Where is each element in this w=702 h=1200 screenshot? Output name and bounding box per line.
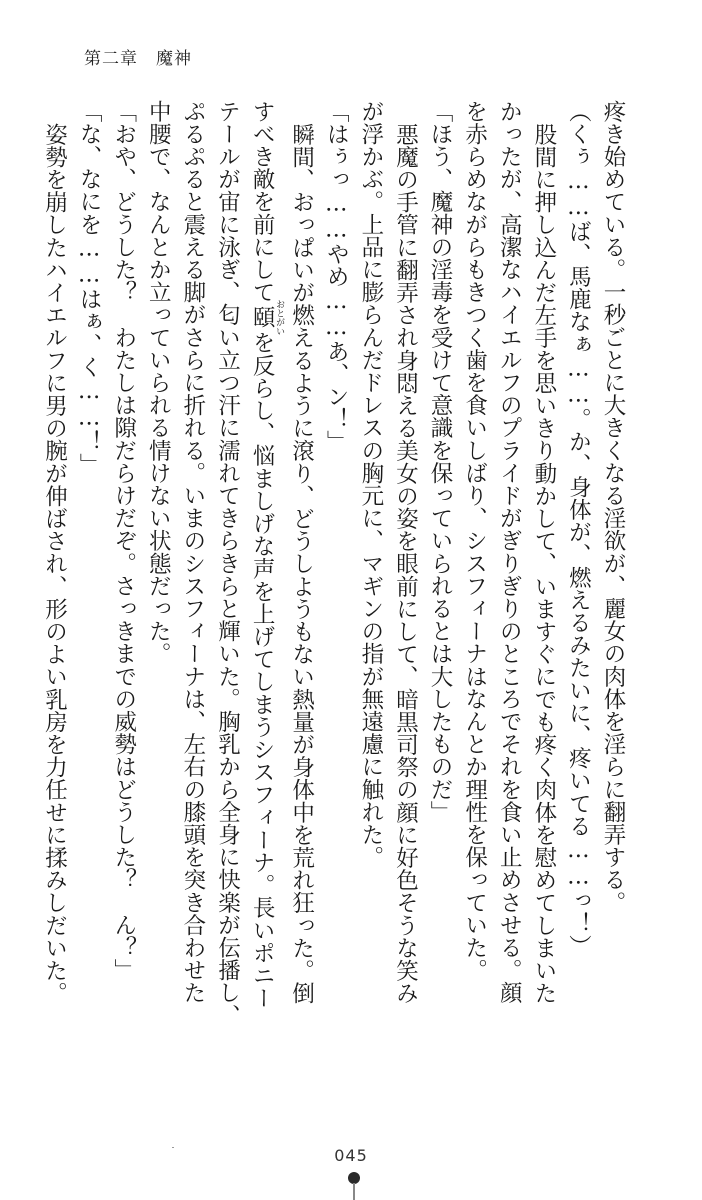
text-column: 「はぅっ……やめ……あ、ン！」 xyxy=(323,100,350,453)
text-column: 悪魔の手管に翻弄され身悶える美女の姿を眼前にして、暗黒司祭の顔に好色そうな笑み xyxy=(392,122,419,1004)
ruby-reading: おとがい xyxy=(274,299,285,336)
text-column: テールが宙に泳ぎ、匂い立つ汗に濡れてきらきらと輝いた。胸乳から全身に快楽が伝播し、 xyxy=(214,100,241,1027)
text-column: ぷるぷると震える脚がさらに折れる。いまのシスフィーナは、左右の膝頭を突き合わせた xyxy=(179,100,206,1004)
text-column-with-ruby xyxy=(244,100,285,1010)
page-marker-line xyxy=(353,1183,355,1200)
text-column: が浮かぶ。上品に膨らんだドレスの胸元に、マギンの指が無遠慮に触れた。 xyxy=(357,100,384,869)
text-column: 「な、なにを……はぁ、く……！」 xyxy=(76,100,103,476)
ruby-annotation xyxy=(249,299,285,336)
page-number: 045 xyxy=(334,1146,368,1165)
text-column: かったが、高潔なハイエルフのプライドがぎりぎりのところでそれを食い止めさせる。顔 xyxy=(496,100,523,1004)
body-text xyxy=(37,100,630,1027)
ruby-base: 頤 xyxy=(249,299,276,336)
text-column: （くぅ……ば、馬鹿なぁ……。か、身体が、燃えるみたいに、疼いてる……っ！） xyxy=(565,100,592,958)
running-head: 第二章 魔神 xyxy=(84,49,192,69)
text-column: 「ほう、魔神の淫毒を受けて意識を保っていられるとは大したものだ」 xyxy=(427,100,454,824)
text-column: 「おや、どうした？ わたしは隙だらけだぞ。さっきまでの威勢はどうした？ ん？」 xyxy=(110,100,137,982)
text-column: 瞬間、おっぱいが燃えるように滾り、どうしようもない熱量が身体中を荒れ狂った。倒 xyxy=(288,122,315,1004)
text-segment: すべき敵を前にして xyxy=(249,100,276,304)
text-column: を赤らめながらもきつく歯を食いしばり、シスフィーナはなんとか理性を保っていた。 xyxy=(461,100,488,982)
text-column: 股間に押し込んだ左手を思いきり動かして、いますぐにでも疼く肉体を慰めてしまいた xyxy=(530,122,557,1004)
text-column: 姿勢を崩したハイエルフに男の腕が伸ばされ、形のよい乳房を力任せに揉みしだいた。 xyxy=(41,122,68,1004)
text-column: 疼き始めている。一秒ごとに大きくなる淫欲が、麗女の肉体を淫らに翻弄する。 xyxy=(600,100,626,914)
text-segment: を反らし、悩ましげな声を上げてしまうシスフィーナ。長いポニー xyxy=(249,331,276,1010)
text-column: 中腰で、なんとか立っていられる情けない状態だった。 xyxy=(145,100,172,665)
